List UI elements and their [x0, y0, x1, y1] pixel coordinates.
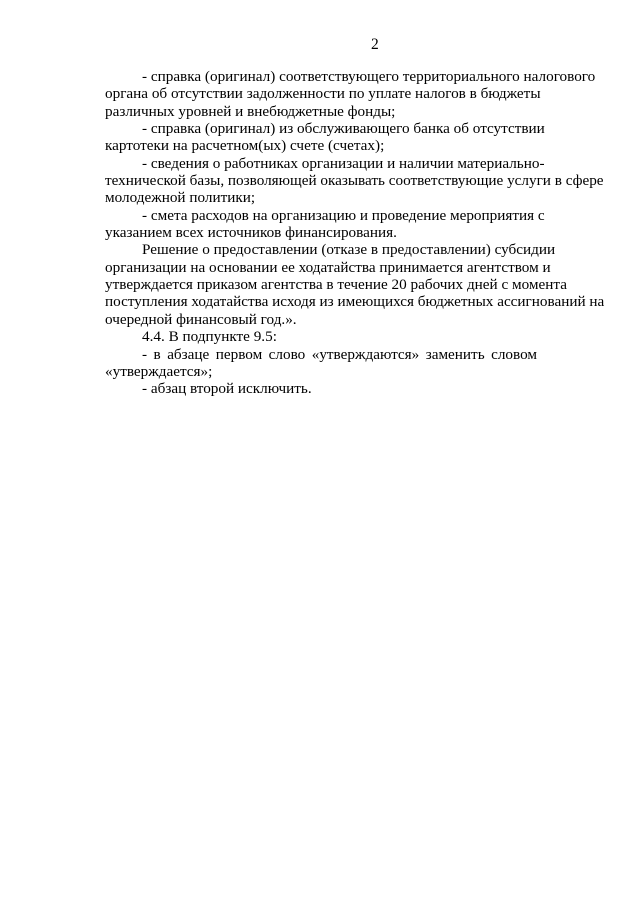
paragraph-line: картотеки на расчетном(ых) счете (счетах);	[105, 137, 385, 155]
paragraph-line: органа об отсутствии задолженности по уплате налогов в бюджеты	[105, 85, 541, 103]
document-body	[105, 68, 605, 398]
paragraph	[105, 346, 537, 381]
paragraph	[105, 380, 537, 397]
paragraph-line: 4.4. В подпункте 9.5:	[142, 328, 277, 346]
paragraph-line: - смета расходов на организацию и проведение мероприятия с	[142, 206, 545, 224]
paragraph-line: - абзац второй исключить.	[142, 380, 312, 398]
page-number: 2	[371, 36, 379, 53]
paragraph-line: - справка (оригинал) из обслуживающего банка об отсутствии	[142, 120, 545, 138]
paragraph	[105, 68, 596, 120]
paragraph	[105, 206, 545, 242]
paragraph-line: указанием всех источников финансирования.	[105, 224, 397, 242]
paragraph-line: - в абзаце первом слово «утверждаются» заменить словом	[142, 345, 537, 363]
paragraph-line: - справка (оригинал) соответствующего территориального налогового	[142, 68, 596, 85]
paragraph-line: поступления ходатайства исходя из имеющихся бюджетных ассигнований на	[105, 293, 605, 311]
paragraph-line: молодежной политики;	[105, 189, 256, 207]
paragraph-line: - сведения о работниках организации и наличии материально-	[142, 154, 545, 172]
paragraph	[105, 120, 545, 155]
paragraph	[105, 328, 537, 345]
paragraph-line: различных уровней и внебюджетные фонды;	[105, 102, 396, 120]
paragraph-line: Решение о предоставлении (отказе в предоставлении) субсидии	[142, 241, 556, 259]
paragraph-line: очередной финансовый год.».	[105, 310, 297, 328]
paragraph-line: утверждается приказом агентства в течение 20 рабочих дней с момента	[105, 276, 567, 294]
paragraph-line: организации на основании ее ходатайства принимается агентством и	[105, 258, 551, 276]
paragraph-line: технической базы, позволяющей оказывать соответствующие услуги в сфере	[105, 172, 604, 190]
paragraph-line: «утверждается»;	[105, 362, 213, 380]
paragraph	[105, 241, 605, 328]
paragraph	[105, 154, 604, 207]
